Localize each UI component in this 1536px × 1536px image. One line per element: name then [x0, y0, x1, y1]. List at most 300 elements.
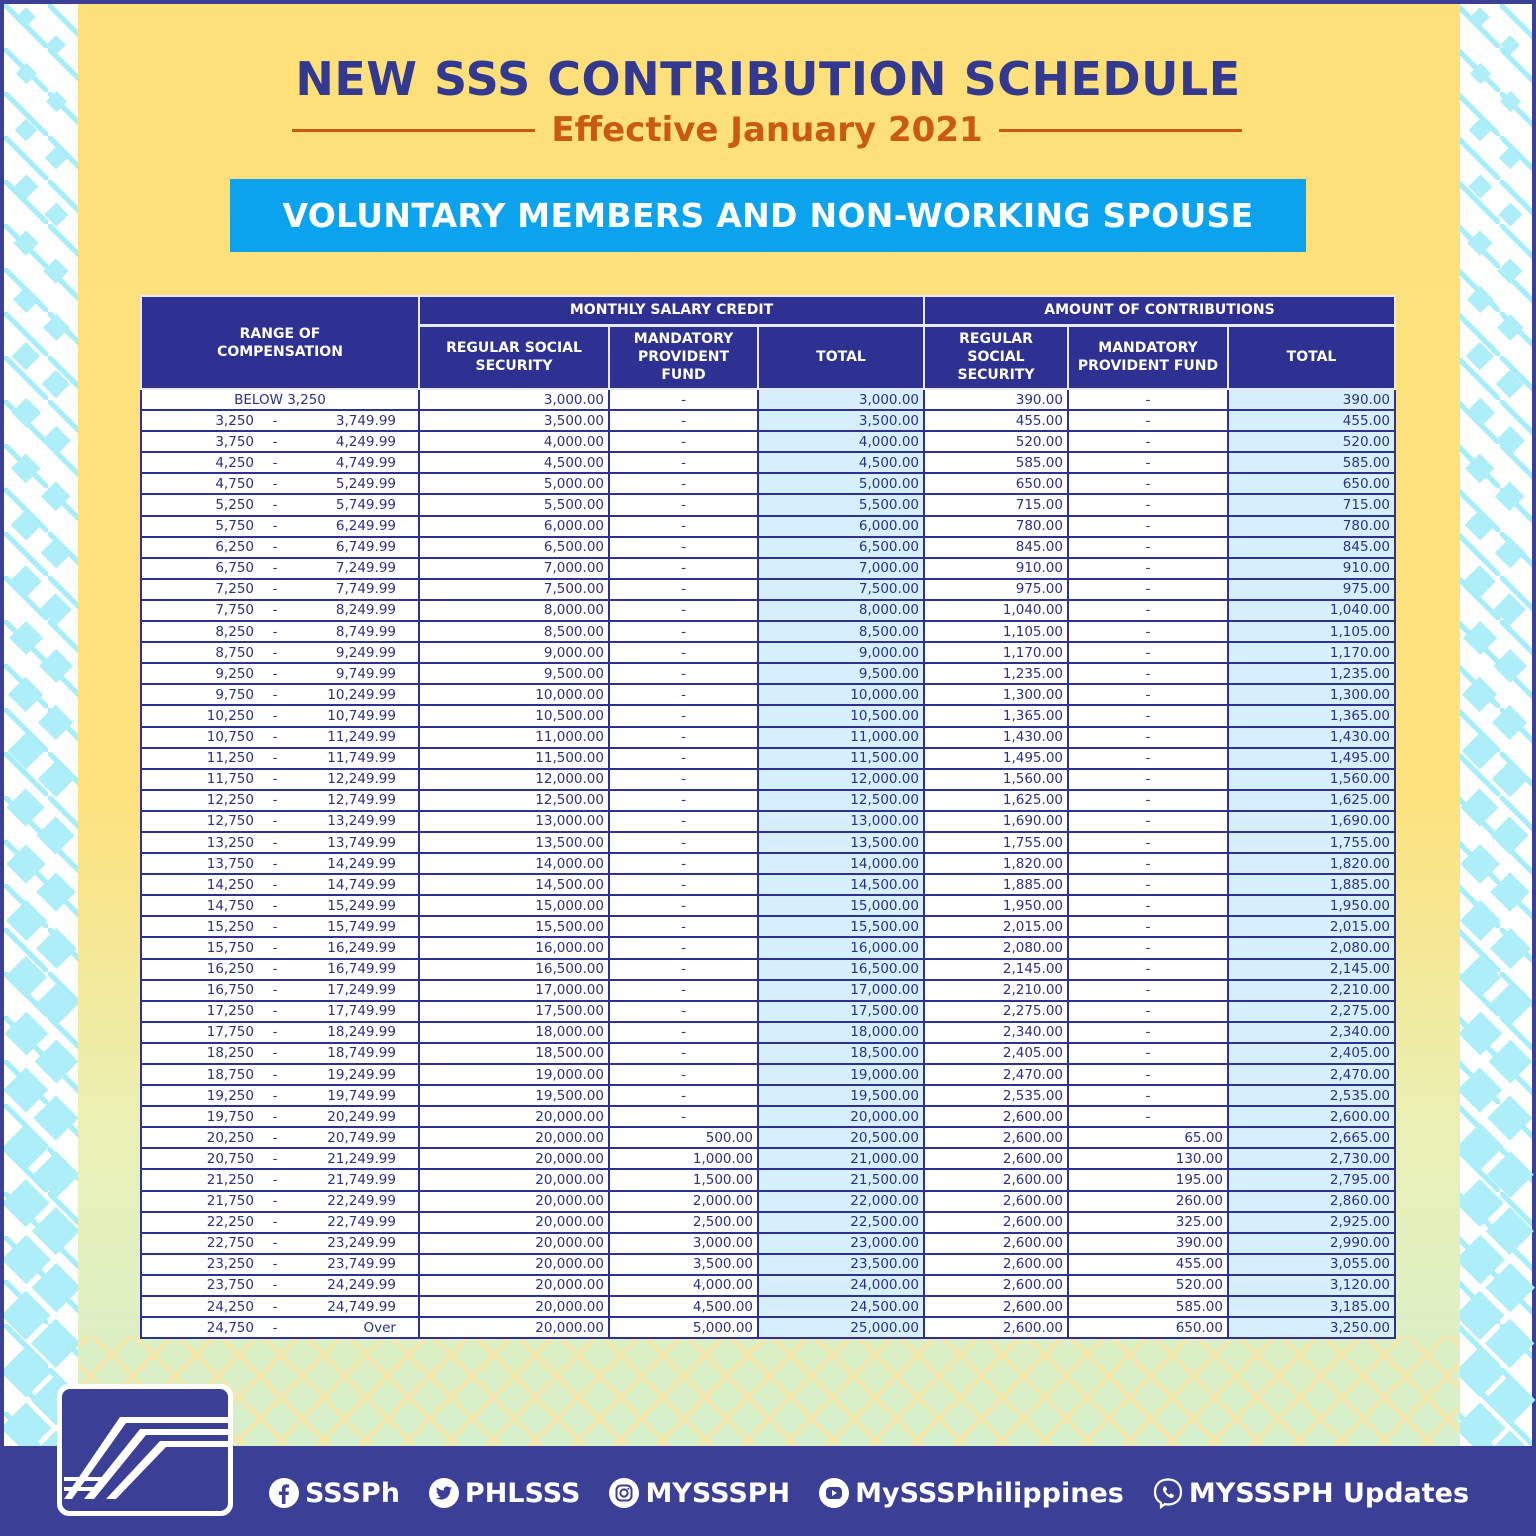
range-from: 22,250 — [206, 1214, 254, 1231]
table-row — [141, 516, 1395, 537]
range-to: 3,749.99 — [335, 412, 396, 429]
range-cell — [141, 937, 419, 958]
range-cell — [141, 1296, 419, 1317]
range-to: 11,749.99 — [327, 750, 396, 767]
con-total-cell: 2,600.00 — [1228, 1106, 1395, 1127]
range-dash: - — [272, 876, 278, 893]
table-row — [141, 811, 1395, 832]
range-to: 15,749.99 — [327, 918, 396, 935]
range-cell — [141, 621, 419, 642]
con-mpf-cell: 455.00 — [1068, 1254, 1228, 1275]
table-row — [141, 1191, 1395, 1212]
diamond-decoration — [39, 593, 72, 626]
con-rss-cell: 2,470.00 — [924, 1064, 1068, 1085]
table-row — [141, 1127, 1395, 1148]
range-from: 8,250 — [215, 623, 254, 640]
msc-rss-cell: 8,500.00 — [419, 621, 609, 642]
msc-mpf-cell: 1,500.00 — [609, 1169, 758, 1190]
range-to: 14,749.99 — [327, 876, 396, 893]
facebook-icon — [268, 1477, 300, 1509]
con-total-cell: 2,405.00 — [1228, 1043, 1395, 1064]
range-dash: - — [272, 855, 278, 872]
msc-mpf-cell: - — [609, 811, 758, 832]
diamond-decoration — [16, 7, 36, 27]
range-to: 24,249.99 — [327, 1277, 396, 1294]
msc-mpf-cell: - — [609, 389, 758, 410]
msc-total-cell: 8,500.00 — [758, 621, 924, 642]
msc-rss-cell: 14,000.00 — [419, 853, 609, 874]
social-label: MySSSPhilippines — [855, 1477, 1124, 1509]
range-from: 3,750 — [215, 433, 254, 450]
con-rss-cell: 975.00 — [924, 579, 1068, 600]
range-cell — [141, 516, 419, 537]
range-dash: - — [272, 1172, 278, 1189]
msc-total-cell: 19,500.00 — [758, 1085, 924, 1106]
con-total-cell: 2,340.00 — [1228, 1022, 1395, 1043]
range-dash: - — [272, 1256, 278, 1273]
diamond-decoration — [36, 928, 77, 969]
msc-rss-cell: 17,000.00 — [419, 980, 609, 1001]
range-cell — [141, 748, 419, 769]
msc-rss-cell: 13,000.00 — [419, 811, 609, 832]
range-from: 14,750 — [206, 897, 254, 914]
msc-rss-cell: 18,000.00 — [419, 1022, 609, 1043]
range-dash: - — [272, 982, 278, 999]
msc-total-cell: 7,000.00 — [758, 558, 924, 579]
msc-mpf-cell: - — [609, 684, 758, 705]
con-mpf-cell: - — [1068, 579, 1228, 600]
msc-rss-cell: 20,000.00 — [419, 1169, 609, 1190]
con-rss-cell: 2,405.00 — [924, 1043, 1068, 1064]
con-total-cell: 1,235.00 — [1228, 663, 1395, 684]
con-rss-cell: 1,885.00 — [924, 874, 1068, 895]
msc-total-cell: 3,000.00 — [758, 389, 924, 410]
range-dash: - — [272, 581, 278, 598]
range-to: 20,249.99 — [327, 1108, 396, 1125]
range-dash: - — [272, 1045, 278, 1062]
table-row — [141, 1169, 1395, 1190]
con-total-cell: 2,990.00 — [1228, 1233, 1395, 1254]
con-rss-cell: 2,210.00 — [924, 980, 1068, 1001]
diamond-decoration — [9, 621, 43, 655]
range-cell — [141, 558, 419, 579]
range-to: 10,249.99 — [327, 686, 396, 703]
msc-mpf-cell: - — [609, 516, 758, 537]
table-row — [141, 980, 1395, 1001]
con-rss-cell: 2,015.00 — [924, 916, 1068, 937]
range-to: 18,249.99 — [327, 1024, 396, 1041]
table-row — [141, 579, 1395, 600]
diamond-decoration — [1464, 509, 1496, 541]
diamond-decoration — [43, 258, 68, 283]
con-total-cell: 2,015.00 — [1228, 916, 1395, 937]
con-mpf-cell: - — [1068, 684, 1228, 705]
msc-mpf-cell: - — [609, 1043, 758, 1064]
msc-total-cell: 14,000.00 — [758, 853, 924, 874]
diamond-decoration — [1459, 956, 1501, 998]
range-from: 10,750 — [206, 729, 254, 746]
msc-total-cell: 4,500.00 — [758, 452, 924, 473]
msc-rss-cell: 20,000.00 — [419, 1254, 609, 1275]
table-row — [141, 727, 1395, 748]
msc-total-cell: 16,000.00 — [758, 937, 924, 958]
range-cell — [141, 1254, 419, 1275]
range-cell — [141, 1148, 419, 1169]
msc-mpf-cell: - — [609, 937, 758, 958]
range-to: 5,249.99 — [335, 475, 396, 492]
msc-rss-cell: 4,500.00 — [419, 452, 609, 473]
con-rss-cell: 1,430.00 — [924, 727, 1068, 748]
msc-total-cell: 23,000.00 — [758, 1233, 924, 1254]
range-from: 14,250 — [206, 876, 254, 893]
range-dash: - — [272, 1150, 278, 1167]
range-from: 11,750 — [206, 771, 254, 788]
con-mpf-cell: - — [1068, 431, 1228, 452]
header-msc-group: MONTHLY SALARY CREDIT — [419, 296, 924, 325]
msc-rss-cell: 11,000.00 — [419, 727, 609, 748]
range-cell — [141, 1169, 419, 1190]
table-row — [141, 684, 1395, 705]
msc-mpf-cell: 4,000.00 — [609, 1275, 758, 1296]
con-mpf-cell: - — [1068, 1064, 1228, 1085]
msc-mpf-cell: - — [609, 1001, 758, 1022]
table-row — [141, 558, 1395, 579]
msc-total-cell: 4,000.00 — [758, 431, 924, 452]
range-cell — [141, 431, 419, 452]
msc-mpf-cell: - — [609, 1085, 758, 1106]
diamond-decoration — [1488, 1040, 1532, 1084]
range-cell — [141, 874, 419, 895]
range-dash: - — [272, 560, 278, 577]
con-total-cell: 1,560.00 — [1228, 769, 1395, 790]
diamond-decoration — [44, 203, 68, 227]
diamond-decoration — [1467, 286, 1493, 312]
range-cell — [141, 494, 419, 515]
range-cell — [141, 389, 419, 410]
range-cell — [141, 684, 419, 705]
diamond-decoration — [15, 119, 37, 141]
msc-mpf-cell: - — [609, 1064, 758, 1085]
msc-mpf-cell: - — [609, 473, 758, 494]
range-cell — [141, 1001, 419, 1022]
msc-rss-cell: 5,000.00 — [419, 473, 609, 494]
range-dash: - — [272, 412, 278, 429]
msc-mpf-cell: - — [609, 769, 758, 790]
range-to: 21,749.99 — [327, 1172, 396, 1189]
range-to: 23,249.99 — [327, 1235, 396, 1252]
con-rss-cell: 2,275.00 — [924, 1001, 1068, 1022]
msc-rss-cell: 6,500.00 — [419, 537, 609, 558]
range-dash: - — [272, 771, 278, 788]
con-mpf-cell: - — [1068, 389, 1228, 410]
range-to: 8,749.99 — [335, 623, 396, 640]
range-dash: - — [272, 644, 278, 661]
table-row — [141, 1275, 1395, 1296]
range-dash: - — [272, 1024, 278, 1041]
range-cell — [141, 832, 419, 853]
msc-mpf-cell: - — [609, 705, 758, 726]
msc-mpf-cell: 3,000.00 — [609, 1233, 758, 1254]
msc-mpf-cell: - — [609, 853, 758, 874]
range-cell — [141, 410, 419, 431]
range-to: 14,249.99 — [327, 855, 396, 872]
table-row — [141, 452, 1395, 473]
con-rss-cell: 455.00 — [924, 410, 1068, 431]
con-mpf-cell: - — [1068, 621, 1228, 642]
table-row — [141, 1022, 1395, 1043]
msc-rss-cell: 20,000.00 — [419, 1148, 609, 1169]
con-rss-cell: 2,080.00 — [924, 937, 1068, 958]
msc-total-cell: 23,500.00 — [758, 1254, 924, 1275]
range-from: 16,250 — [206, 961, 254, 978]
range-from: 21,250 — [206, 1172, 254, 1189]
range-from: 18,250 — [206, 1045, 254, 1062]
msc-rss-cell: 9,000.00 — [419, 642, 609, 663]
con-mpf-cell: - — [1068, 916, 1228, 937]
msc-mpf-cell: 500.00 — [609, 1127, 758, 1148]
con-rss-cell: 1,755.00 — [924, 832, 1068, 853]
msc-total-cell: 11,000.00 — [758, 727, 924, 748]
range-cell — [141, 600, 419, 621]
diamond-decoration — [11, 454, 41, 484]
con-mpf-cell: - — [1068, 452, 1228, 473]
member-type-banner: VOLUNTARY MEMBERS AND NON-WORKING SPOUSE — [230, 179, 1306, 252]
diamond-decoration — [1494, 537, 1526, 569]
con-mpf-cell: - — [1068, 558, 1228, 579]
diamond-decoration — [1487, 1151, 1533, 1197]
range-dash: - — [272, 1235, 278, 1252]
con-mpf-cell: - — [1068, 1043, 1228, 1064]
msc-rss-cell: 16,000.00 — [419, 937, 609, 958]
msc-total-cell: 18,000.00 — [758, 1022, 924, 1043]
msc-mpf-cell: - — [609, 1022, 758, 1043]
range-from: 18,750 — [206, 1066, 254, 1083]
social-facebook[interactable] — [268, 1477, 400, 1509]
diamond-decoration — [38, 761, 75, 798]
msc-total-cell: 9,000.00 — [758, 642, 924, 663]
diamond-decoration — [1465, 398, 1494, 427]
range-from: 20,750 — [206, 1150, 254, 1167]
con-mpf-cell: - — [1068, 937, 1228, 958]
range-from: 5,750 — [215, 518, 254, 535]
con-total-cell: 1,495.00 — [1228, 748, 1395, 769]
diamond-decoration — [14, 175, 38, 199]
table-row — [141, 959, 1395, 980]
range-cell — [141, 642, 419, 663]
msc-total-cell: 20,500.00 — [758, 1127, 924, 1148]
msc-mpf-cell: - — [609, 537, 758, 558]
msc-total-cell: 8,000.00 — [758, 600, 924, 621]
con-total-cell: 845.00 — [1228, 537, 1395, 558]
table-row — [141, 937, 1395, 958]
diamond-decoration — [1461, 788, 1499, 826]
range-to: 13,749.99 — [327, 834, 396, 851]
range-dash: - — [272, 1193, 278, 1210]
range-from: 3,250 — [215, 412, 254, 429]
table-row — [141, 1064, 1395, 1085]
range-cell — [141, 727, 419, 748]
con-total-cell: 455.00 — [1228, 410, 1395, 431]
diamond-decoration — [36, 872, 76, 912]
msc-mpf-cell: - — [609, 494, 758, 515]
msc-rss-cell: 19,000.00 — [419, 1064, 609, 1085]
con-rss-cell: 2,600.00 — [924, 1127, 1068, 1148]
con-total-cell: 3,250.00 — [1228, 1317, 1395, 1338]
msc-mpf-cell: - — [609, 832, 758, 853]
con-total-cell: 2,925.00 — [1228, 1212, 1395, 1233]
table-row — [141, 494, 1395, 515]
msc-rss-cell: 3,000.00 — [419, 389, 609, 410]
social-label: PHLSSS — [464, 1477, 581, 1509]
diamond-decoration — [1492, 705, 1528, 741]
msc-total-cell: 13,500.00 — [758, 832, 924, 853]
con-rss-cell: 1,170.00 — [924, 642, 1068, 663]
table-row — [141, 473, 1395, 494]
header-contrib-group: AMOUNT OF CONTRIBUTIONS — [924, 296, 1395, 325]
diamond-decoration — [1488, 1095, 1533, 1140]
header-con-total: TOTAL — [1228, 325, 1395, 389]
diamond-decoration — [7, 788, 45, 826]
range-dash: - — [272, 1003, 278, 1020]
range-to: 8,249.99 — [335, 602, 396, 619]
diamond-decoration — [39, 649, 73, 683]
range-dash: - — [272, 939, 278, 956]
range-dash: - — [272, 792, 278, 809]
con-rss-cell: 1,690.00 — [924, 811, 1068, 832]
range-from: 19,250 — [206, 1087, 254, 1104]
msc-total-cell: 24,500.00 — [758, 1296, 924, 1317]
range-from: 20,250 — [206, 1129, 254, 1146]
con-total-cell: 1,625.00 — [1228, 790, 1395, 811]
diamond-decoration — [11, 398, 40, 427]
range-to: 17,749.99 — [327, 1003, 396, 1020]
con-total-cell: 1,430.00 — [1228, 727, 1395, 748]
table-row — [141, 1212, 1395, 1233]
diamond-decoration — [1458, 1067, 1502, 1112]
msc-mpf-cell: - — [609, 452, 758, 473]
table-row — [141, 663, 1395, 684]
range-to: 16,749.99 — [327, 961, 396, 978]
diamond-decoration — [6, 900, 47, 941]
page-title: NEW SSS CONTRIBUTION SCHEDULE — [295, 52, 1241, 106]
table-row — [141, 1254, 1395, 1275]
con-total-cell: 585.00 — [1228, 452, 1395, 473]
range-from: 11,250 — [206, 750, 254, 767]
msc-total-cell: 18,500.00 — [758, 1043, 924, 1064]
msc-rss-cell: 9,500.00 — [419, 663, 609, 684]
msc-total-cell: 21,000.00 — [758, 1148, 924, 1169]
msc-rss-cell: 8,000.00 — [419, 600, 609, 621]
social-instagram[interactable] — [608, 1477, 790, 1509]
social-label: SSSPh — [305, 1477, 400, 1509]
con-mpf-cell: - — [1068, 516, 1228, 537]
con-mpf-cell: 260.00 — [1068, 1191, 1228, 1212]
con-total-cell: 1,300.00 — [1228, 684, 1395, 705]
con-total-cell: 1,755.00 — [1228, 832, 1395, 853]
msc-total-cell: 14,500.00 — [758, 874, 924, 895]
msc-mpf-cell: - — [609, 1106, 758, 1127]
range-cell — [141, 790, 419, 811]
con-mpf-cell: - — [1068, 473, 1228, 494]
range-from: 15,750 — [206, 939, 254, 956]
msc-rss-cell: 20,000.00 — [419, 1106, 609, 1127]
social-viber[interactable] — [1152, 1477, 1469, 1509]
msc-mpf-cell: 2,500.00 — [609, 1212, 758, 1233]
range-to: 5,749.99 — [335, 497, 396, 514]
diamond-decoration — [4, 1012, 48, 1056]
range-to: 24,749.99 — [327, 1298, 396, 1315]
diamond-decoration — [1462, 733, 1499, 770]
diamond-decoration — [34, 1095, 79, 1140]
con-rss-cell: 520.00 — [924, 431, 1068, 452]
msc-total-cell: 15,000.00 — [758, 895, 924, 916]
social-twitter[interactable] — [428, 1477, 581, 1509]
range-to: 10,749.99 — [327, 707, 396, 724]
con-mpf-cell: - — [1068, 727, 1228, 748]
con-mpf-cell: - — [1068, 1001, 1228, 1022]
con-rss-cell: 1,105.00 — [924, 621, 1068, 642]
con-total-cell: 1,820.00 — [1228, 853, 1395, 874]
table-row — [141, 642, 1395, 663]
range-dash: - — [272, 665, 278, 682]
social-youtube[interactable] — [818, 1477, 1124, 1509]
range-dash: - — [272, 539, 278, 556]
range-from: 4,750 — [215, 475, 254, 492]
twitter-icon — [428, 1477, 460, 1509]
range-cell — [141, 959, 419, 980]
con-total-cell: 2,730.00 — [1228, 1148, 1395, 1169]
range-from: 23,750 — [206, 1277, 254, 1294]
range-to: 19,749.99 — [327, 1087, 396, 1104]
con-total-cell: 3,120.00 — [1228, 1275, 1395, 1296]
con-total-cell: 650.00 — [1228, 473, 1395, 494]
diamond-decoration — [9, 565, 42, 598]
table-row — [141, 431, 1395, 452]
diamond-decoration — [12, 342, 40, 370]
msc-rss-cell: 12,500.00 — [419, 790, 609, 811]
table-row — [141, 1043, 1395, 1064]
diamond-decoration — [4, 1067, 48, 1112]
range-dash: - — [272, 475, 278, 492]
msc-total-cell: 5,000.00 — [758, 473, 924, 494]
diamond-decoration — [6, 844, 46, 884]
range-cell — [141, 1317, 419, 1338]
range-to: 11,249.99 — [327, 729, 396, 746]
con-mpf-cell: - — [1068, 811, 1228, 832]
range-cell — [141, 705, 419, 726]
range-dash: - — [272, 813, 278, 830]
msc-mpf-cell: - — [609, 874, 758, 895]
con-rss-cell: 2,600.00 — [924, 1296, 1068, 1317]
range-from: 6,750 — [215, 560, 254, 577]
table-row — [141, 1296, 1395, 1317]
range-from: 21,750 — [206, 1193, 254, 1210]
table-row — [141, 790, 1395, 811]
con-rss-cell: 2,600.00 — [924, 1106, 1068, 1127]
range-dash: - — [272, 454, 278, 471]
diamond-decoration — [34, 1040, 78, 1084]
msc-total-cell: 7,500.00 — [758, 579, 924, 600]
con-mpf-cell: - — [1068, 748, 1228, 769]
range-cell — [141, 895, 419, 916]
con-rss-cell: 2,600.00 — [924, 1212, 1068, 1233]
con-mpf-cell: - — [1068, 1022, 1228, 1043]
diamond-decoration — [1463, 565, 1496, 598]
msc-rss-cell: 20,000.00 — [419, 1233, 609, 1254]
diamond-decoration — [45, 147, 67, 169]
range-cell — [141, 473, 419, 494]
con-rss-cell: 2,600.00 — [924, 1317, 1068, 1338]
